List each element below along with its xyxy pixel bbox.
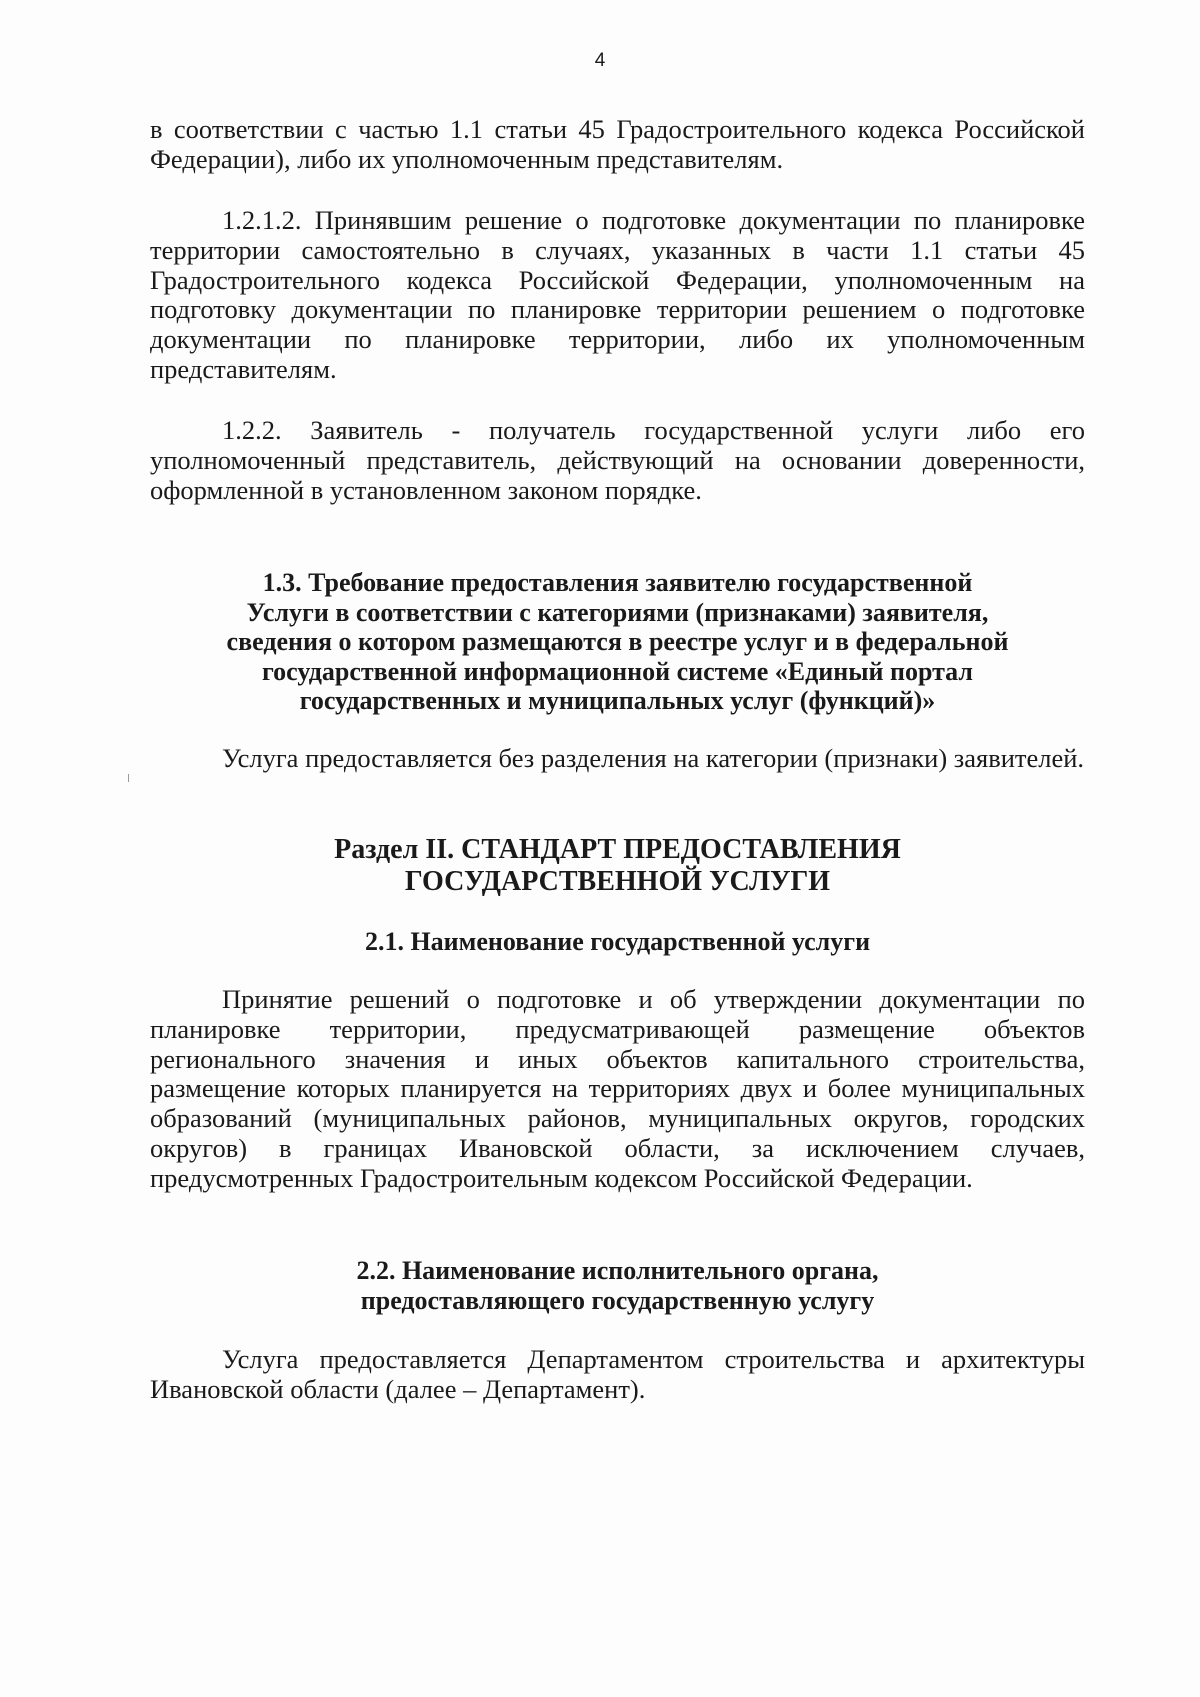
page-number: 4 [594,50,606,71]
paragraph-continuation: в соответствии с частью 1.1 статьи 45 Градостроительного кодекса Российской Федерации), либо их уполномоченным представителям. [150,114,1085,174]
paragraph-2-2-body: Услуга предоставляется Департаментом строительства и архитектуры Ивановской области (далее – Департамент). [150,1344,1085,1404]
heading-1-3-line-5: государственных и муниципальных услуг (функций)» [299,686,936,715]
paragraph-1-2-1-2: 1.2.1.2. Принявшим решение о подготовке документации по планировке территории самостоятельно в случаях, указанных в части 1.1 статьи 45 Градостроительного кодекса Российской Федерации, уполномоченным на подготовку документации по планировке территории решением о подготовке документации по планировке территории, либо их уполномоченным представителям. [150,205,1085,384]
heading-2-2-line-2: предоставляющего государственную услугу [360,1285,875,1315]
heading-1-3-line-4: государственной информационной системе «Единый портал [262,656,973,686]
paragraph-1-3-body: Услуга предоставляется без разделения на категории (признаки) заявителей. [222,743,1085,773]
heading-2-1-line-1: 2.1. Наименование государственной услуги [364,927,871,956]
heading-2-2-line-1: 2.2. Наименование исполнительного органа, [356,1256,879,1285]
heading-1-3 [150,568,1085,716]
section-2-heading-line-1: Раздел II. СТАНДАРТ ПРЕДОСТАВЛЕНИЯ [334,834,901,865]
heading-1-3-line-2: Услуги в соответствии с категориями (признаками) заявителя, [246,597,989,627]
scan-artifact-mark [128,774,129,782]
section-2-heading-line-2: ГОСУДАРСТВЕННОЙ УСЛУГИ [404,866,831,897]
heading-2-1 [150,927,1085,957]
section-2-heading [150,834,1085,898]
paragraph-2-1-body: Принятие решений о подготовке и об утверждении документации по планировке территории, предусматривающей размещение объектов регионального значения и иных объектов капитального строительства, размещение которых планируется на территориях двух и более муниципальных образований (муниципальных районов, муниципальных округов, городских округов) в границах Ивановской области, за исключением случаев, предусмотренных Градостроительным кодексом Российской Федерации. [150,984,1085,1193]
heading-1-3-line-3: сведения о котором размещаются в реестре услуг и в федеральной [226,627,1009,656]
heading-1-3-line-1: 1.3. Требование предоставления заявителю государственной [262,568,973,597]
paragraph-1-2-2: 1.2.2. Заявитель - получатель государственной услуги либо его уполномоченный представитель, действующий на основании доверенности, оформленной в установленном законом порядке. [150,415,1085,505]
heading-2-2 [150,1256,1085,1315]
